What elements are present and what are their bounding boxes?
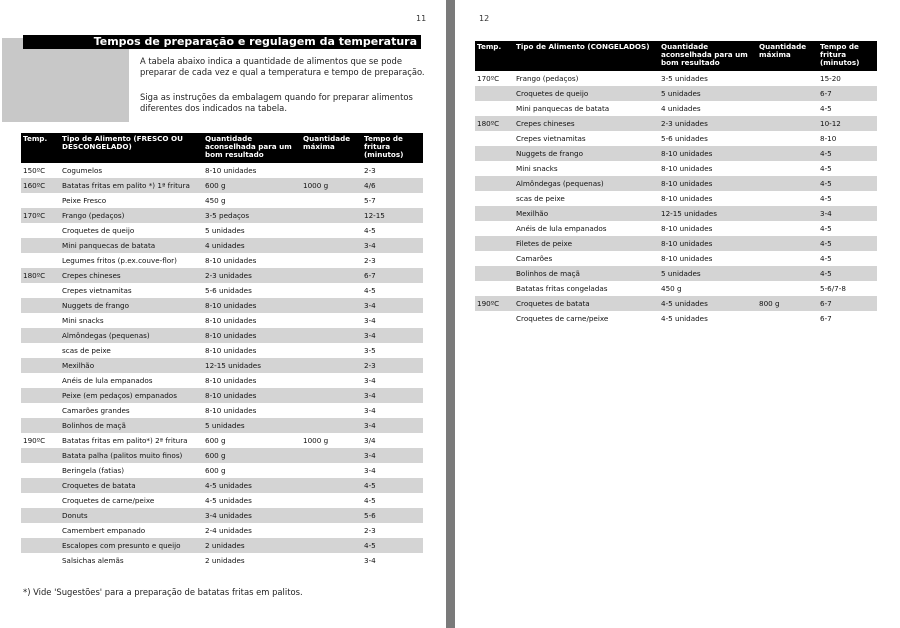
cell-recommended-qty: 12-15 unidades xyxy=(659,206,757,221)
cell-recommended-qty: 4 unidades xyxy=(661,104,701,113)
intro-paragraph-1: A tabela abaixo indica a quantidade de alimentos que se pode preparar de cada vez e qual a temperatura e tempo de preparação. xyxy=(140,56,425,77)
cell-max-qty xyxy=(757,191,818,206)
cell-max-qty xyxy=(301,418,362,433)
cell-temp xyxy=(21,418,60,433)
cell-food: Crepes chineses xyxy=(60,268,203,283)
cell-food: Batatas fritas em palito *) 1ª fritura xyxy=(60,178,203,193)
cell-temp xyxy=(21,193,60,208)
table-row xyxy=(21,373,423,388)
cell-max-qty xyxy=(301,223,362,238)
cell-temp: 190ºC xyxy=(23,436,46,445)
intro-paragraph-2: Siga as instruções da embalagem quando for preparar alimentos diferentes dos indicados na tabela. xyxy=(140,92,413,113)
cell-food: Batatas fritas em palito*) 2ª fritura xyxy=(62,436,188,445)
cell-recommended-qty: 8-10 unidades xyxy=(659,146,757,161)
cell-max-qty xyxy=(301,328,362,343)
cell-food: Filetes de peixe xyxy=(514,236,659,251)
table-row xyxy=(21,538,423,553)
header-food-type: Tipo de Alimento (CONGELADOS) xyxy=(514,41,659,71)
header-recommended-qty: Quantidade aconselhada para um bom resultado xyxy=(659,41,757,71)
cell-temp xyxy=(21,223,60,238)
cell-food: Crepes chineses xyxy=(514,116,659,131)
cell-recommended-qty: 8-10 unidades xyxy=(203,328,301,343)
table-row xyxy=(21,223,423,238)
cell-food: Nuggets de frango xyxy=(514,146,659,161)
cell-food: Mini panquecas de batata xyxy=(516,104,610,113)
table-row xyxy=(21,268,423,283)
cell-temp xyxy=(21,253,60,268)
frozen-food-table xyxy=(475,41,877,326)
cell-fry-time: 4-5 xyxy=(362,538,423,553)
header-fry-time: Tempo de fritura (minutos) xyxy=(818,41,877,71)
cell-max-qty xyxy=(757,236,818,251)
cell-food: Mini snacks xyxy=(62,316,104,325)
cell-food: Nuggets de frango xyxy=(60,298,203,313)
cell-recommended-qty: 5-6 unidades xyxy=(661,134,708,143)
table-row xyxy=(475,251,877,266)
cell-food: Croquetes de queijo xyxy=(62,226,135,235)
table-row xyxy=(21,508,423,523)
table-row xyxy=(21,163,423,178)
cell-fry-time: 3-4 xyxy=(362,328,423,343)
cell-max-qty xyxy=(301,268,362,283)
table-row xyxy=(475,101,877,116)
table-row xyxy=(21,193,423,208)
cell-fry-time: 2-3 xyxy=(362,358,423,373)
table-row xyxy=(475,116,877,131)
cell-max-qty xyxy=(301,373,362,388)
cell-food: Mexilhão xyxy=(60,358,203,373)
cell-food: Camembert empanado xyxy=(62,526,146,535)
cell-food: Anéis de lula empanados xyxy=(516,224,607,233)
cell-temp xyxy=(21,478,60,493)
cell-fry-time: 5-7 xyxy=(364,196,376,205)
cell-food: Bolinhos de maçã xyxy=(514,266,659,281)
cell-temp: 160ºC xyxy=(21,178,60,193)
cell-max-qty xyxy=(757,311,818,326)
cell-fry-time: 4-5 xyxy=(364,286,376,295)
cell-max-qty xyxy=(301,523,362,538)
table-row xyxy=(21,253,423,268)
cell-temp xyxy=(475,206,514,221)
cell-recommended-qty: 8-10 unidades xyxy=(203,298,301,313)
cell-food: scas de peixe xyxy=(516,194,565,203)
table-row xyxy=(475,281,877,296)
cell-max-qty xyxy=(301,403,362,418)
cell-recommended-qty: 4-5 unidades xyxy=(661,314,708,323)
cell-max-qty xyxy=(757,281,818,296)
cell-max-qty xyxy=(301,478,362,493)
cell-temp xyxy=(21,328,60,343)
cell-fry-time: 4-5 xyxy=(820,194,832,203)
table-row xyxy=(21,493,423,508)
table-row xyxy=(475,236,877,251)
cell-temp xyxy=(21,283,60,298)
cell-max-qty xyxy=(757,131,818,146)
cell-fry-time: 3-4 xyxy=(364,556,376,565)
cell-fry-time: 4-5 xyxy=(364,226,376,235)
cell-food: Croquetes de batata xyxy=(514,296,659,311)
cell-temp xyxy=(475,131,514,146)
cell-recommended-qty: 8-10 unidades xyxy=(205,166,257,175)
cell-fry-time: 3-4 xyxy=(818,206,877,221)
cell-max-qty xyxy=(301,163,362,178)
cell-max-qty xyxy=(301,463,362,478)
cell-recommended-qty: 5-6 unidades xyxy=(205,286,252,295)
cell-temp: 190ºC xyxy=(475,296,514,311)
table-row xyxy=(21,238,423,253)
cell-max-qty: 800 g xyxy=(757,296,818,311)
cell-food: Donuts xyxy=(60,508,203,523)
cell-recommended-qty: 5 unidades xyxy=(205,226,245,235)
table-row xyxy=(21,313,423,328)
cell-fry-time: 2-3 xyxy=(364,166,376,175)
cell-food: Salsichas alemãs xyxy=(62,556,124,565)
cell-max-qty xyxy=(301,298,362,313)
cell-fry-time: 3-4 xyxy=(362,238,423,253)
cell-max-qty xyxy=(757,206,818,221)
cell-food: Croquetes de carne/peixe xyxy=(516,314,609,323)
cell-recommended-qty: 600 g xyxy=(203,448,301,463)
cell-recommended-qty: 4-5 unidades xyxy=(205,496,252,505)
page-right xyxy=(455,0,900,628)
cell-max-qty xyxy=(757,266,818,281)
cell-fry-time: 4-5 xyxy=(820,104,832,113)
cell-fry-time: 4-5 xyxy=(820,224,832,233)
header-fry-time: Tempo de fritura (minutos) xyxy=(362,133,423,163)
table-row xyxy=(21,463,423,478)
cell-food: Crepes vietnamitas xyxy=(62,286,132,295)
table-row xyxy=(475,176,877,191)
cell-food: Legumes fritos (p.ex.couve-flor) xyxy=(62,256,177,265)
cell-food: Escalopes com presunto e queijo xyxy=(60,538,203,553)
cell-recommended-qty: 8-10 unidades xyxy=(659,176,757,191)
cell-temp xyxy=(475,146,514,161)
cell-temp xyxy=(21,523,60,538)
header-temp: Temp. xyxy=(21,133,60,163)
cell-food: Almôndegas (pequenas) xyxy=(514,176,659,191)
cell-recommended-qty: 2-4 unidades xyxy=(205,526,252,535)
table-row xyxy=(21,283,423,298)
cell-temp xyxy=(21,238,60,253)
cell-temp xyxy=(475,236,514,251)
cell-fry-time: 3-5 xyxy=(364,346,376,355)
cell-food: Peixe (em pedaços) empanados xyxy=(60,388,203,403)
cell-recommended-qty: 2 unidades xyxy=(203,538,301,553)
cell-max-qty xyxy=(301,538,362,553)
cell-fry-time: 6-7 xyxy=(818,296,877,311)
section-title: Tempos de preparação e regulagem da temperatura xyxy=(23,35,421,49)
cell-recommended-qty: 5 unidades xyxy=(659,266,757,281)
cell-recommended-qty: 3-5 unidades xyxy=(661,74,708,83)
cell-fry-time: 3-4 xyxy=(364,406,376,415)
cell-temp xyxy=(475,101,514,116)
cell-recommended-qty: 450 g xyxy=(205,196,226,205)
cell-fry-time: 2-3 xyxy=(364,256,376,265)
cell-max-qty xyxy=(757,71,818,86)
cell-fry-time: 4-5 xyxy=(818,266,877,281)
cell-max-qty xyxy=(301,508,362,523)
cell-fry-time: 3-4 xyxy=(362,388,423,403)
cell-fry-time: 3-4 xyxy=(362,418,423,433)
cell-max-qty xyxy=(301,448,362,463)
cell-max-qty xyxy=(301,208,362,223)
header-temp: Temp. xyxy=(475,41,514,71)
table-row xyxy=(475,191,877,206)
cell-temp xyxy=(475,161,514,176)
table-row xyxy=(21,343,423,358)
cell-recommended-qty: 4 unidades xyxy=(203,238,301,253)
cell-recommended-qty: 8-10 unidades xyxy=(205,256,257,265)
cell-max-qty xyxy=(757,251,818,266)
cell-fry-time: 5-6 xyxy=(362,508,423,523)
cell-temp xyxy=(21,463,60,478)
cell-temp xyxy=(21,448,60,463)
cell-fry-time: 6-7 xyxy=(818,86,877,101)
cell-food: Peixe Fresco xyxy=(62,196,107,205)
cell-fry-time: 8-10 xyxy=(820,134,837,143)
cell-food: Bolinhos de maçã xyxy=(60,418,203,433)
table-row xyxy=(21,433,423,448)
cell-recommended-qty: 3-5 pedaços xyxy=(203,208,301,223)
header-food-type: Tipo de Alimento (FRESCO OU DESCONGELADO) xyxy=(60,133,203,163)
cell-food: Batatas fritas congeladas xyxy=(516,284,608,293)
table-row xyxy=(475,296,877,311)
cell-temp xyxy=(21,403,60,418)
cell-recommended-qty: 4-5 unidades xyxy=(203,478,301,493)
fresh-food-table xyxy=(21,133,423,568)
cell-recommended-qty: 5 unidades xyxy=(659,86,757,101)
cell-recommended-qty: 2-3 unidades xyxy=(659,116,757,131)
cell-food: Camarões grandes xyxy=(62,406,130,415)
table-row xyxy=(21,523,423,538)
cell-max-qty xyxy=(757,221,818,236)
cell-temp: 150ºC xyxy=(23,166,46,175)
cell-max-qty xyxy=(757,161,818,176)
cell-temp: 170ºC xyxy=(21,208,60,223)
cell-recommended-qty: 8-10 unidades xyxy=(661,164,713,173)
cell-fry-time: 10-12 xyxy=(818,116,877,131)
cell-food: Croquetes de batata xyxy=(60,478,203,493)
cell-recommended-qty: 8-10 unidades xyxy=(205,376,257,385)
cell-recommended-qty: 8-10 unidades xyxy=(661,254,713,263)
cell-temp xyxy=(475,311,514,326)
cell-max-qty xyxy=(757,176,818,191)
cell-recommended-qty: 600 g xyxy=(205,436,226,445)
cell-fry-time: 4-5 xyxy=(362,478,423,493)
cell-recommended-qty: 450 g xyxy=(661,284,682,293)
cell-fry-time: 4-5 xyxy=(364,496,376,505)
cell-temp xyxy=(21,388,60,403)
cell-max-qty xyxy=(301,313,362,328)
cell-recommended-qty: 8-10 unidades xyxy=(661,194,713,203)
cell-food: scas de peixe xyxy=(62,346,111,355)
cell-temp xyxy=(21,493,60,508)
cell-food: Frango (pedaços) xyxy=(60,208,203,223)
cell-recommended-qty: 600 g xyxy=(205,466,226,475)
cell-max-qty xyxy=(301,553,362,568)
cell-food: Camarões xyxy=(516,254,553,263)
table-row xyxy=(475,311,877,326)
cell-recommended-qty: 12-15 unidades xyxy=(203,358,301,373)
cell-fry-time: 4-5 xyxy=(818,236,877,251)
cell-temp: 180ºC xyxy=(475,116,514,131)
cell-food: Mini panquecas de batata xyxy=(60,238,203,253)
table-row xyxy=(21,418,423,433)
cell-recommended-qty: 5 unidades xyxy=(203,418,301,433)
cell-food: Mini snacks xyxy=(516,164,558,173)
cell-recommended-qty: 8-10 unidades xyxy=(205,406,257,415)
cell-max-qty xyxy=(301,388,362,403)
cell-fry-time: 3-4 xyxy=(364,316,376,325)
cell-fry-time: 3-4 xyxy=(362,298,423,313)
cell-food: Crepes vietnamitas xyxy=(516,134,586,143)
cell-recommended-qty: 3-4 unidades xyxy=(203,508,301,523)
cell-recommended-qty: 8-10 unidades xyxy=(659,236,757,251)
table-row xyxy=(475,266,877,281)
cell-temp: 180ºC xyxy=(21,268,60,283)
cell-food: Beringela (fatias) xyxy=(62,466,125,475)
footnote: *) Vide 'Sugestões' para a preparação de batatas fritas em palitos. xyxy=(23,587,303,597)
cell-recommended-qty: 4-5 unidades xyxy=(659,296,757,311)
table-row xyxy=(475,221,877,236)
cell-food: Anéis de lula empanados xyxy=(62,376,153,385)
cell-max-qty xyxy=(301,193,362,208)
cell-food: Frango (pedaços) xyxy=(516,74,579,83)
cell-max-qty xyxy=(301,493,362,508)
table-row xyxy=(475,146,877,161)
cell-food: Almôndegas (pequenas) xyxy=(60,328,203,343)
cell-food: Batata palha (palitos muito finos) xyxy=(60,448,203,463)
cell-temp xyxy=(21,313,60,328)
cell-food: Cogumelos xyxy=(62,166,103,175)
table-row xyxy=(475,161,877,176)
page-number: 12 xyxy=(479,14,490,23)
header-max-qty: Quantidade máxima xyxy=(301,133,362,163)
cell-temp xyxy=(21,298,60,313)
table-row xyxy=(475,71,877,86)
cell-fry-time: 3/4 xyxy=(364,436,376,445)
cell-max-qty xyxy=(757,86,818,101)
cell-food: Croquetes de carne/peixe xyxy=(62,496,155,505)
cell-max-qty xyxy=(301,253,362,268)
cell-temp xyxy=(475,221,514,236)
cell-fry-time: 3-4 xyxy=(364,376,376,385)
cell-fry-time: 3-4 xyxy=(364,466,376,475)
cell-temp xyxy=(475,266,514,281)
cell-recommended-qty: 600 g xyxy=(203,178,301,193)
table-row xyxy=(21,208,423,223)
cell-temp xyxy=(21,373,60,388)
table-row xyxy=(21,388,423,403)
cell-temp xyxy=(21,508,60,523)
cell-food: Croquetes de queijo xyxy=(514,86,659,101)
cell-recommended-qty: 8-10 unidades xyxy=(205,346,257,355)
table-row xyxy=(21,298,423,313)
cell-temp xyxy=(475,251,514,266)
cell-fry-time: 6-7 xyxy=(362,268,423,283)
table-row xyxy=(21,553,423,568)
cell-recommended-qty: 8-10 unidades xyxy=(205,316,257,325)
table-row xyxy=(21,328,423,343)
cell-fry-time: 4-5 xyxy=(818,176,877,191)
page-left xyxy=(0,0,446,628)
cell-fry-time: 2-3 xyxy=(364,526,376,535)
cell-max-qty xyxy=(757,116,818,131)
header-recommended-qty: Quantidade aconselhada para um bom resultado xyxy=(203,133,301,163)
cell-max-qty xyxy=(301,238,362,253)
cell-temp xyxy=(475,191,514,206)
table-row xyxy=(475,131,877,146)
table-row xyxy=(21,403,423,418)
cell-fry-time: 15-20 xyxy=(820,74,841,83)
cell-max-qty: 1000 g xyxy=(301,178,362,193)
decorative-gray-box xyxy=(2,38,129,122)
cell-recommended-qty: 8-10 unidades xyxy=(661,224,713,233)
cell-fry-time: 5-6/7-8 xyxy=(820,284,846,293)
cell-fry-time: 3-4 xyxy=(362,448,423,463)
cell-max-qty: 1000 g xyxy=(303,436,329,445)
header-max-qty: Quantidade máxima xyxy=(757,41,818,71)
table-row xyxy=(21,358,423,373)
cell-food: Mexilhão xyxy=(514,206,659,221)
cell-temp: 170ºC xyxy=(477,74,500,83)
cell-fry-time: 6-7 xyxy=(820,314,832,323)
cell-temp xyxy=(21,538,60,553)
cell-fry-time: 12-15 xyxy=(362,208,423,223)
cell-temp xyxy=(475,176,514,191)
cell-temp xyxy=(21,343,60,358)
cell-temp xyxy=(475,281,514,296)
table-row xyxy=(475,86,877,101)
cell-recommended-qty: 8-10 unidades xyxy=(203,388,301,403)
cell-fry-time: 4-5 xyxy=(820,254,832,263)
cell-temp xyxy=(475,86,514,101)
table-row xyxy=(21,448,423,463)
table-row xyxy=(21,178,423,193)
cell-fry-time: 4/6 xyxy=(362,178,423,193)
cell-max-qty xyxy=(301,358,362,373)
cell-fry-time: 4-5 xyxy=(820,164,832,173)
cell-max-qty xyxy=(301,283,362,298)
table-row xyxy=(21,478,423,493)
cell-max-qty xyxy=(301,343,362,358)
page-number: 11 xyxy=(416,14,427,23)
cell-temp xyxy=(21,358,60,373)
cell-max-qty xyxy=(757,146,818,161)
cell-recommended-qty: 2 unidades xyxy=(205,556,245,565)
cell-temp xyxy=(21,553,60,568)
cell-recommended-qty: 2-3 unidades xyxy=(203,268,301,283)
cell-max-qty xyxy=(757,101,818,116)
table-row xyxy=(475,206,877,221)
cell-fry-time: 4-5 xyxy=(818,146,877,161)
